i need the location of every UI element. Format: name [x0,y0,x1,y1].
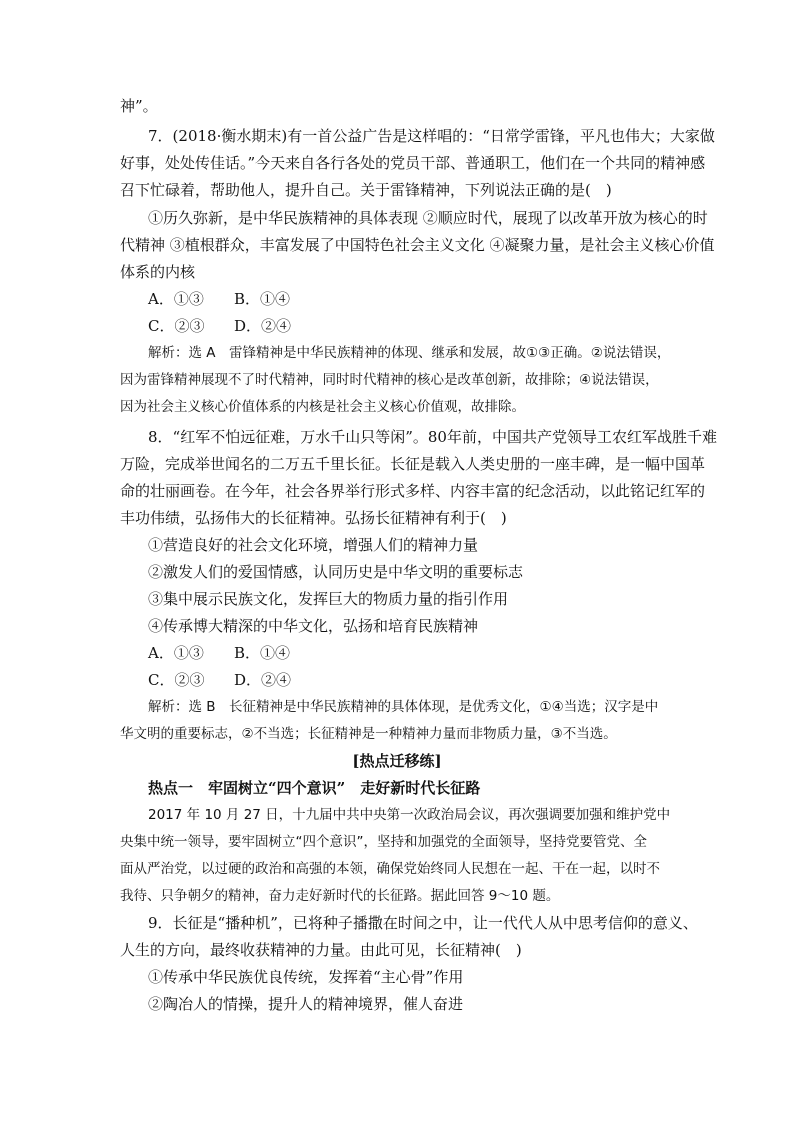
question-8-stem: 8．“红军不怕远征难，万水千山只等闲”。80年前，中国共产党领导工农红军战胜千难 [148,428,717,446]
option-b: B．①④ [234,290,291,308]
question-7-choices: 代精神 ③植根群众，丰富发展了中国特色社会主义文化 ④凝聚力量，是社会主义核心价值 [120,236,715,254]
question-8-analysis: 华文明的重要标志，②不当选；长征精神是一种精神力量而非物质力量，③不当选。 [120,726,617,742]
question-7-analysis: 因为社会主义核心价值体系的内核是社会主义核心价值观，故排除。 [120,399,525,415]
question-8-choice: ②激发人们的爱国情感，认同历史是中华文明的重要标志 [148,563,524,581]
question-8-choice: ④传承博大精深的中华文化，弘扬和培育民族精神 [148,617,479,635]
option-d: D．②④ [234,671,292,689]
question-7-options-row [148,289,684,309]
question-9-choice: ②陶冶人的情操，提升人的精神境界，催人奋进 [148,995,464,1013]
material-paragraph: 我待、只争朝夕的精神，奋力走好新时代的长征路。据此回答 9～10 题。 [120,888,560,904]
question-8-choice: ③集中展示民族文化，发挥巨大的物质力量的指引作用 [148,590,509,608]
question-7-stem: 召下忙碌着，帮助他人，提升自己。关于雷锋精神，下列说法正确的是( ) [120,181,612,199]
material-paragraph: 央集中统一领导，要牢固树立“四个意识”，坚持和加强党的全面领导，坚持党要管党、全 [120,834,647,850]
option-a: A．①③ [148,644,204,662]
question-8-analysis: 解析：选 B 长征精神是中华民族精神的具体体现，是优秀文化，①④当选；汉字是中 [148,699,659,715]
text-line: 神”。 [120,97,158,115]
question-8-choice: ①营造良好的社会文化环境，增强人们的精神力量 [148,536,479,554]
question-7-analysis: 解析：选 A 雷锋精神是中华民族精神的体现、继承和发展，故①③正确。②说法错误， [148,345,671,361]
question-7-options-row [148,316,684,336]
question-7-choices: ①历久弥新，是中华民族精神的具体表现 ②顺应时代，展现了以改革开放为核心的时 [148,209,708,227]
question-9-stem: 人生的方向，最终收获精神的力量。由此可见，长征精神( ) [120,941,522,959]
option-c: C．②③ [148,671,205,689]
question-8-stem: 万险，完成举世闻名的二万五千里长征。长征是载入人类史册的一座丰碑，是一幅中国革 [120,455,706,473]
option-a: A．①③ [148,290,204,308]
question-9-stem: 9．长征是“播种机”，已将种子播撒在时间之中，让一代代人从中思考信仰的意义、 [148,914,698,932]
hot-topic-title: 热点一 牢固树立“四个意识” 走好新时代长征路 [148,779,481,797]
option-d: D．②④ [234,317,292,335]
question-8-stem: 命的壮丽画卷。在今年，社会各界举行形式多样、内容丰富的纪念活动，以此铭记红军的 [120,482,706,500]
section-heading: [热点迁移练] [352,752,442,770]
question-8-options-row [148,643,684,663]
question-9-choice: ①传承中华民族优良传统，发挥着“主心骨”作用 [148,968,464,986]
material-paragraph: 2017 年 10 月 27 日，十九届中共中央第一次政治局会议，再次强调要加强和维护党中 [148,807,671,823]
option-b: B．①④ [234,644,291,662]
question-8-stem: 丰功伟绩，弘扬伟大的长征精神。弘扬长征精神有利于( ) [120,509,507,527]
question-8-options-row [148,670,684,690]
option-c: C．②③ [148,317,205,335]
question-7-analysis: 因为雷锋精神展现不了时代精神，同时时代精神的核心是改革创新，故排除；④说法错误， [120,372,659,388]
question-7-choices: 体系的内核 [120,263,196,281]
question-7-stem: 好事，处处传佳话。”今天来自各行各处的党员干部、普通职工，他们在一个共同的精神感 [120,154,706,172]
question-7-stem: 7．(2018·衡水期末)有一首公益广告是这样唱的：“日常学雷锋，平凡也伟大；大家做 [148,127,715,145]
material-paragraph: 面从严治党，以过硬的政治和高强的本领，确保党始终同人民想在一起、干在一起，以时不 [120,861,660,877]
